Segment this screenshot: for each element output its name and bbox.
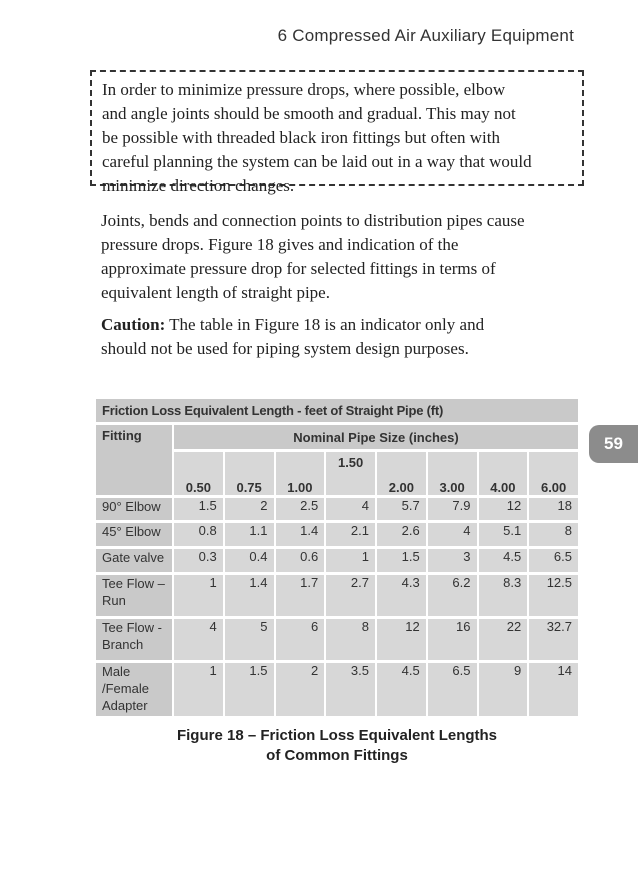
value-cell: 8 — [529, 523, 578, 546]
value-cell: 1.7 — [276, 575, 325, 616]
value-cell: 4.3 — [377, 575, 426, 616]
body-line: approximate pressure drop for selected fittings in terms of — [101, 259, 496, 278]
body-line: Joints, bends and connection points to distribution pipes cause — [101, 211, 525, 230]
table-row — [96, 498, 578, 521]
value-cell: 5 — [225, 619, 274, 660]
value-cell: 12 — [479, 498, 528, 521]
value-cell: 14 — [529, 663, 578, 716]
value-cell: 4 — [326, 498, 375, 521]
table-row — [96, 575, 578, 616]
value-cell: 9 — [479, 663, 528, 716]
value-cell: 4 — [174, 619, 223, 660]
fitting-name — [96, 575, 172, 616]
friction-loss-table — [94, 396, 580, 719]
caution-note — [101, 313, 581, 361]
chapter-header: 6 Compressed Air Auxiliary Equipment — [277, 26, 574, 45]
value-cell: 4 — [428, 523, 477, 546]
fitting-name-line: Run — [102, 592, 126, 608]
fitting-name — [96, 619, 172, 660]
value-cell: 0.3 — [174, 549, 223, 572]
value-cell: 6.5 — [428, 663, 477, 716]
value-cell: 6.2 — [428, 575, 477, 616]
table-row — [96, 523, 578, 546]
fitting-name — [96, 549, 172, 572]
value-cell: 0.6 — [276, 549, 325, 572]
fitting-name-line: Male — [102, 664, 131, 680]
value-cell: 8 — [326, 619, 375, 660]
value-cell: 16 — [428, 619, 477, 660]
pipe-size-header: Nominal Pipe Size (inches) — [174, 425, 578, 450]
value-cell: 22 — [479, 619, 528, 660]
fitting-name-line: Tee Flow - — [102, 620, 162, 636]
size-cell: 0.50 — [174, 452, 223, 494]
value-cell: 1.4 — [225, 575, 274, 616]
value-cell: 2.5 — [276, 498, 325, 521]
value-cell: 3.5 — [326, 663, 375, 716]
value-cell: 0.8 — [174, 523, 223, 546]
caution-text: The table in Figure 18 is an indicator only and — [165, 315, 485, 334]
size-cell: 0.75 — [225, 452, 274, 494]
callout-line: careful planning the system can be laid out in a way that would — [102, 152, 532, 171]
table-row — [96, 663, 578, 716]
fitting-name-line: Adapter — [102, 698, 148, 714]
fitting-name-line: /Female — [102, 681, 149, 697]
value-cell: 1.4 — [276, 523, 325, 546]
size-cell: 3.00 — [428, 452, 477, 494]
value-cell: 1 — [174, 663, 223, 716]
value-cell: 12.5 — [529, 575, 578, 616]
value-cell: 1.5 — [225, 663, 274, 716]
table-title: Friction Loss Equivalent Length - feet of Straight Pipe (ft) — [96, 399, 578, 422]
value-cell: 4.5 — [479, 549, 528, 572]
value-cell: 2.1 — [326, 523, 375, 546]
caution-label: Caution: — [101, 315, 166, 334]
table-row — [96, 619, 578, 660]
value-cell: 2 — [276, 663, 325, 716]
value-cell: 0.4 — [225, 549, 274, 572]
value-cell: 5.1 — [479, 523, 528, 546]
fitting-name-line: 45° Elbow — [102, 524, 161, 540]
value-cell: 8.3 — [479, 575, 528, 616]
value-cell: 6 — [276, 619, 325, 660]
value-cell: 6.5 — [529, 549, 578, 572]
value-cell: 18 — [529, 498, 578, 521]
tip-callout-box — [90, 70, 584, 195]
size-cell: 1.00 — [276, 452, 325, 494]
fitting-name — [96, 523, 172, 546]
fitting-name — [96, 663, 172, 716]
size-cell: 2.00 — [377, 452, 426, 494]
value-cell: 1 — [174, 575, 223, 616]
size-cell: 1.50 — [326, 452, 375, 494]
fitting-name-line: 90° Elbow — [102, 498, 161, 514]
caption-line: of Common Fittings — [266, 747, 408, 764]
fitting-column-header: Fitting — [96, 425, 172, 495]
page-number-tab: 59 — [589, 425, 638, 463]
value-cell: 1.5 — [174, 498, 223, 521]
callout-line: and angle joints should be smooth and gradual. This may not — [102, 104, 516, 123]
value-cell: 32.7 — [529, 619, 578, 660]
value-cell: 2.6 — [377, 523, 426, 546]
fitting-name-line: Branch — [102, 637, 144, 653]
value-cell: 5.7 — [377, 498, 426, 521]
caption-line: Figure 18 – Friction Loss Equivalent Lengths — [176, 727, 498, 744]
fitting-name-line: Gate valve — [102, 550, 165, 566]
fitting-name-line: Tee Flow – — [102, 575, 165, 591]
size-cell: 4.00 — [479, 452, 528, 494]
value-cell: 4.5 — [377, 663, 426, 716]
body-line: equivalent length of straight pipe. — [101, 283, 330, 302]
value-cell: 3 — [428, 549, 477, 572]
value-cell: 1.5 — [377, 549, 426, 572]
callout-line: minimize direction changes. — [102, 176, 295, 195]
value-cell: 1 — [326, 549, 375, 572]
caution-text: should not be used for piping system design purposes. — [101, 339, 469, 358]
value-cell: 7.9 — [428, 498, 477, 521]
value-cell: 12 — [377, 619, 426, 660]
body-line: pressure drops. Figure 18 gives and indication of the — [101, 235, 459, 254]
figure-caption — [94, 726, 580, 766]
body-paragraph — [101, 209, 581, 305]
value-cell: 2.7 — [326, 575, 375, 616]
value-cell: 1.1 — [225, 523, 274, 546]
size-cell: 6.00 — [529, 452, 578, 494]
value-cell: 2 — [225, 498, 274, 521]
callout-line: In order to minimize pressure drops, where possible, elbow — [102, 80, 506, 99]
table-row — [96, 549, 578, 572]
callout-line: be possible with threaded black iron fittings but often with — [102, 128, 501, 147]
fitting-name — [96, 498, 172, 521]
